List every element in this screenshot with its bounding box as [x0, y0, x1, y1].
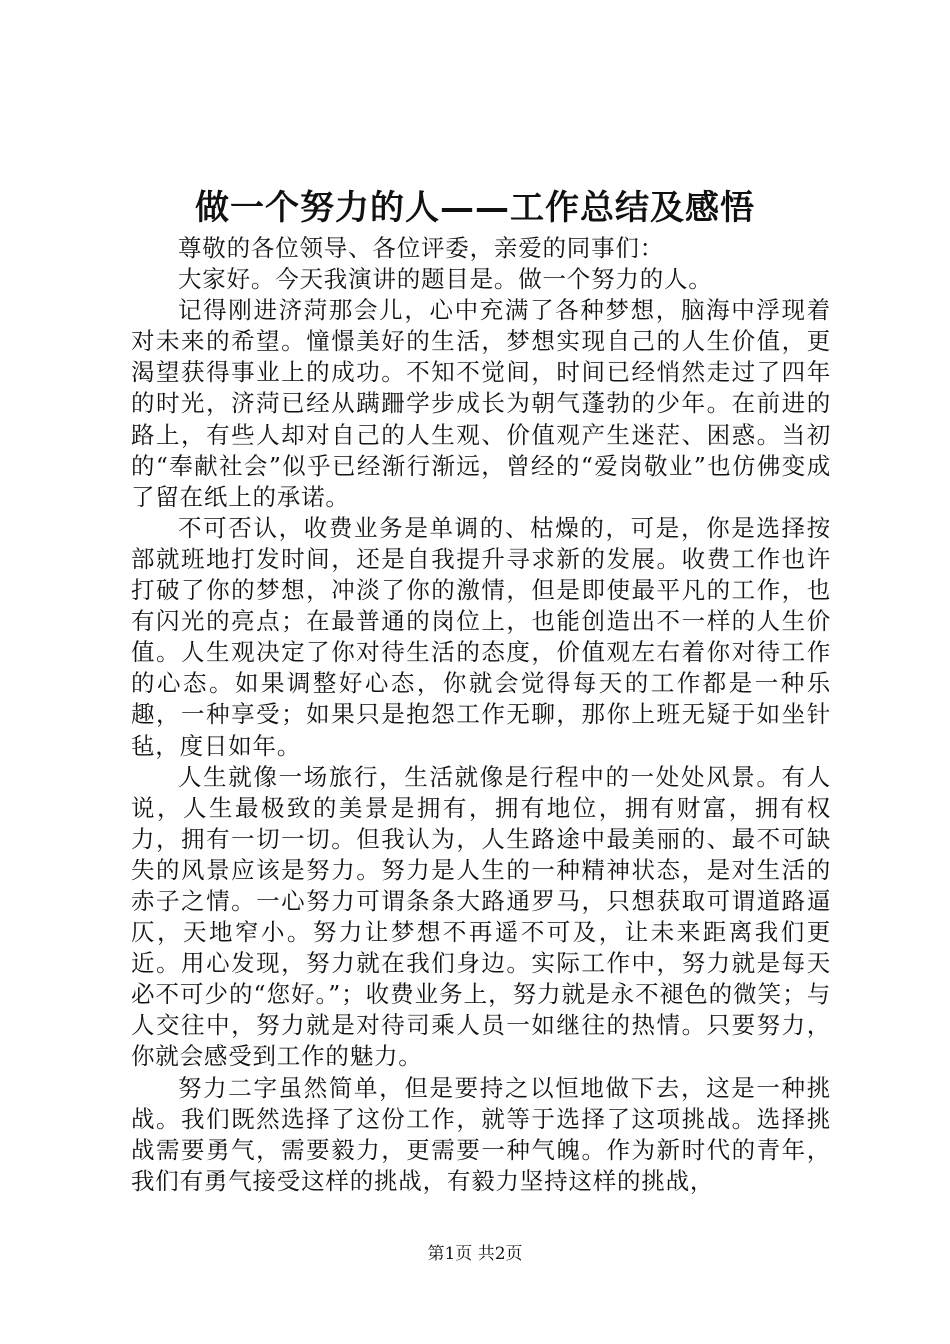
paragraph-life-journey: 人生就像一场旅行，生活就像是行程中的一处处风景。有人说，人生最极致的美景是拥有，拥有地位，拥有财富，拥有权力，拥有一切一切。但我认为，人生路途中最美丽的、最不可缺失的风景应该是努力。努力是人生的一种精神状态，是对生活的赤子之情。一心努力可谓条条大路通罗马，只想获取可谓道路逼仄，天地窄小。努力让梦想不再遥不可及，让未来距离我们更近。用心发现，努力就在我们身边。实际工作中，努力就是每天必不可少的“您好。”；收费业务上，努力就是永不褪色的微笑；与人交往中，努力就是对待司乘人员一如继往的热情。只要努力，你就会感受到工作的魅力。 [131, 762, 831, 1071]
paragraph-salutation: 尊敬的各位领导、各位评委，亲爱的同事们： [178, 234, 664, 262]
paragraph-greeting: 大家好。今天我演讲的题目是。做一个努力的人。 [178, 265, 713, 294]
paragraph-challenge: 努力二字虽然简单，但是要持之以恒地做下去，这是一种挑战。我们既然选择了这份工作，就等于选择了这项挑战。选择挑战需要勇气，需要毅力，更需要一种气魄。作为新时代的青年，我们有勇气接受这样的挑战，有毅力坚持这样的挑战， [131, 1073, 831, 1195]
paragraph-toll-work: 不可否认，收费业务是单调的、枯燥的，可是，你是选择按部就班地打发时间，还是自我提升寻求新的发展。收费工作也许打破了你的梦想，冲淡了你的激情，但是即使最平凡的工作，也有闪光的亮点；在最普通的岗位上，也能创造出不一样的人生价值。人生观决定了你对待生活的态度，价值观左右着你对待工作的心态。如果调整好心态，你就会觉得每天的工作都是一种乐趣，一种享受；如果只是抱怨工作无聊，那你上班无疑于如坐针毡，度日如年。 [131, 513, 831, 760]
document-body [131, 233, 831, 1197]
paragraph-memories: 记得刚进济菏那会儿，心中充满了各种梦想，脑海中浮现着对未来的希望。憧憬美好的生活，梦想实现自己的人生价值，更渴望获得事业上的成功。不知不觉间，时间已经悄然走过了四年的时光，济菏已经从蹒跚学步成长为朝气蓬勃的少年。在前进的路上，有些人却对自己的人生观、价值观产生迷茫、困惑。当初的“奉献社会”似乎已经渐行渐远，曾经的“爱岗敬业”也仿佛变成了留在纸上的承诺。 [131, 296, 831, 511]
document-title: 做一个努力的人——工作总结及感悟 [195, 188, 755, 228]
page-number-footer: 第1页 共2页 [427, 1244, 523, 1264]
